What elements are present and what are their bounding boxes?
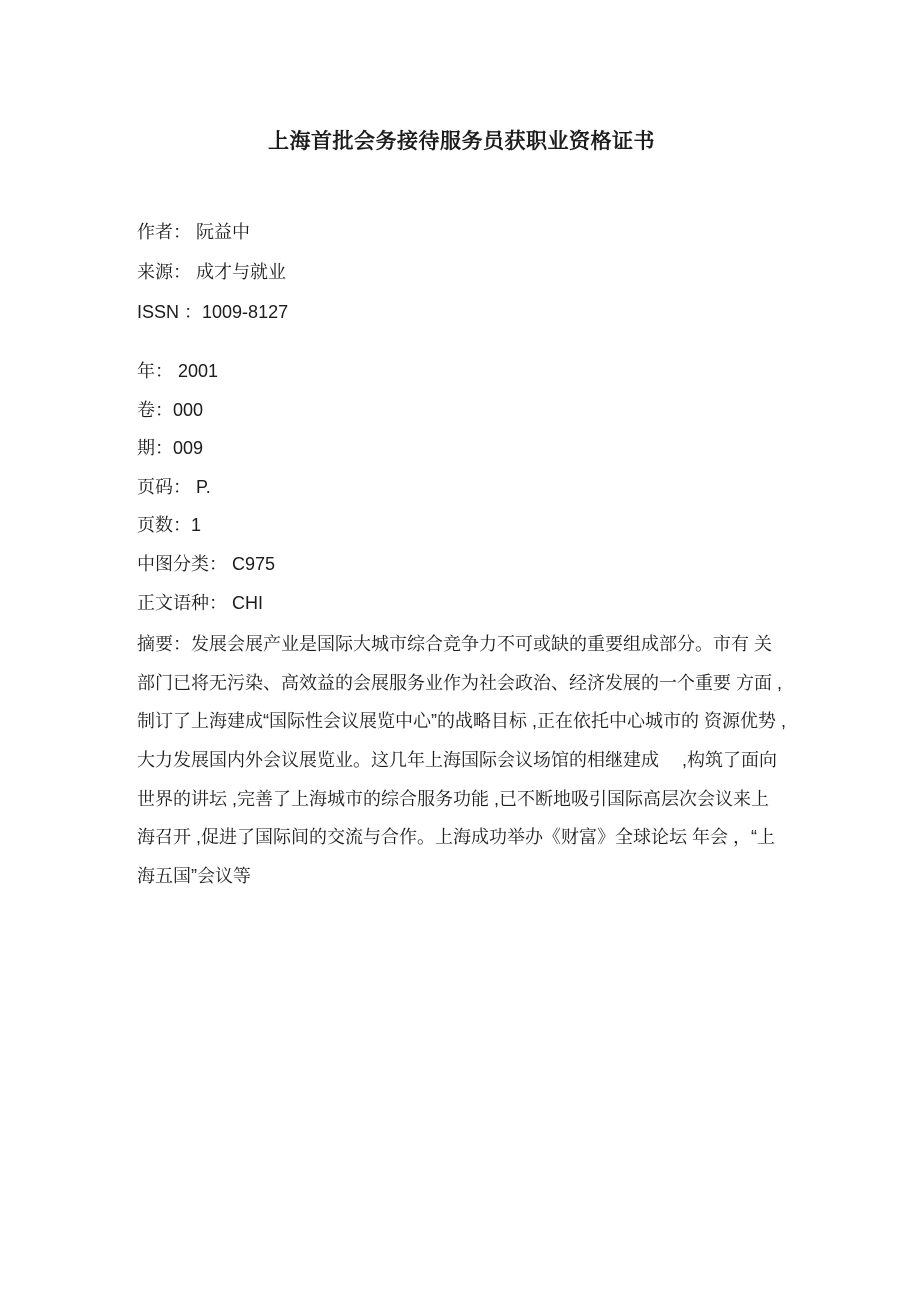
issue-info	[137, 352, 786, 622]
page-code-label: 页码：	[137, 476, 197, 497]
field-row-page-code	[137, 468, 786, 507]
year-label: 年：	[137, 361, 179, 381]
page-code-value: P.	[196, 476, 211, 497]
language-label: 正文语种：	[137, 592, 233, 613]
clc-value: C975	[232, 553, 276, 574]
field-row-volume	[137, 391, 786, 430]
author-value: 阮益中	[196, 222, 251, 242]
field-row-issn	[137, 292, 786, 332]
clc-label: 中图分类：	[137, 553, 233, 574]
year-value: 2001	[178, 361, 219, 381]
field-row-source	[137, 252, 786, 292]
field-row-page-count	[137, 506, 786, 545]
document-title: 上海首批会务接待服务员获职业资格证书	[268, 130, 655, 153]
field-row-language	[137, 584, 786, 623]
source-value: 成才与就业	[196, 262, 287, 282]
issn-value: 1009-8127	[202, 302, 289, 322]
page-count-label: 页数：	[137, 515, 191, 536]
source-label: 来源：	[137, 262, 197, 282]
issue-label: 期：	[137, 438, 173, 459]
field-row-issue	[137, 429, 786, 468]
volume-label: 卷：	[137, 399, 173, 420]
publication-info	[137, 212, 786, 332]
abstract-text: 发展会展产业是国际大城市综合竞争力不可或缺的重要组成部分。市有 关部门已将无污染、高效益的会展服务业作为社会政治、经济发展的一个重要 方面 ,制订了上海建成“国际性会议展览中心”的战略目标 ,正在依托中心城市的 资源优势 ,大力发展国内外会议展览业。这几年上海国际会议场馆的相继建成 ,构筑了面向世界的讲坛 ,完善了上海城市的综合服务功能 ,已不断地吸引国际高层次会议来上海召开 ,促进了国际间的交流与合作。上海成功举办《财富》全球论坛 年会 ，“上海五国”会议等	[137, 634, 786, 886]
field-row-year	[137, 352, 786, 391]
field-row-author	[137, 212, 786, 252]
issue-value: 009	[173, 438, 204, 459]
volume-value: 000	[173, 399, 204, 420]
author-label: 作者：	[137, 222, 197, 242]
page-count-value: 1	[191, 515, 202, 536]
issn-label: ISSN ：	[137, 302, 203, 322]
abstract-paragraph	[137, 625, 786, 895]
language-value: CHI	[232, 592, 264, 613]
field-row-clc	[137, 545, 786, 584]
abstract-label: 摘要：	[137, 634, 191, 655]
